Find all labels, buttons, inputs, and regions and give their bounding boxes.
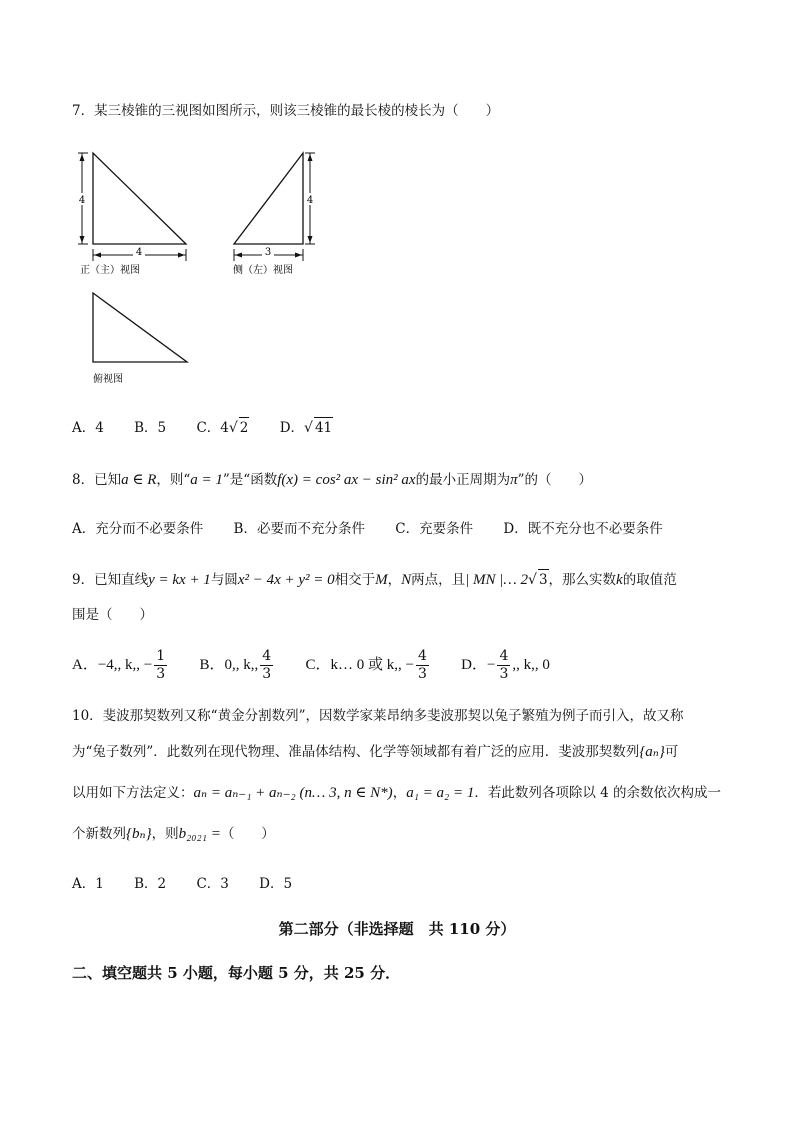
- q8-option-c[interactable]: C．充要条件: [395, 521, 474, 537]
- section2-title: 二、填空题共 5 小题，每小题 5 分，共 25 分．: [72, 964, 401, 982]
- top-view-label: 俯视图: [93, 374, 123, 385]
- q10-option-c[interactable]: C．3: [196, 876, 229, 892]
- q8-option-d[interactable]: D．既不充分也不必要条件: [503, 521, 663, 537]
- q10-option-a[interactable]: A．1: [72, 876, 104, 892]
- q9-option-a[interactable]: A．−4,, k,, − $\frac{1}{3}$: [72, 648, 166, 682]
- q9-option-b[interactable]: B．0,, k,, $\frac{4}{3}$: [199, 648, 272, 682]
- side-height-dim: 4: [306, 195, 314, 206]
- q7-option-a[interactable]: A．4: [72, 420, 104, 436]
- q10-options: [72, 874, 318, 894]
- q10-option-d[interactable]: D．5: [259, 876, 293, 892]
- q7-options: [72, 417, 359, 438]
- q8-options: [72, 519, 689, 539]
- q7-three-views-figure: [76, 145, 336, 395]
- q10-line4: 个新数列{bₙ}，则b₂₀₂₁ =（ ）: [72, 826, 275, 842]
- side-width-dim: 3: [264, 247, 272, 258]
- q7-option-c[interactable]: C．4√ 2: [196, 417, 249, 438]
- q7-stem: 7．某三棱锥的三视图如图所示，则该三棱锥的最长棱的棱长为（ ）: [72, 103, 500, 119]
- q8-option-b[interactable]: B．必要而不充分条件: [233, 521, 365, 537]
- front-view-label: 正（主）视图: [80, 265, 140, 276]
- q10-option-b[interactable]: B．2: [134, 876, 167, 892]
- q9-options: [72, 648, 576, 683]
- q8-stem: 8．已知a ∈ R，则“a = 1”是“函数f(x) = cos² ax − sin² ax的最小正周期为π”的（ ）: [72, 472, 593, 488]
- front-height-dim: 4: [78, 195, 86, 206]
- q10-line3: 以用如下方法定义：aₙ = aₙ₋₁ + aₙ₋₂ (n… 3, n ∈ N*)，a₁ = a₂ = 1．若此数列各项除以 4 的余数依次构成一: [72, 785, 722, 801]
- q9-option-c[interactable]: C．k… 0 或 k,, − $\frac{4}{3}$: [305, 648, 427, 682]
- part2-heading: 第二部分（非选择题 共 110 分）: [278, 920, 516, 938]
- q10-line1: 10．斐波那契数列又称“黄金分割数列”，因数学家莱昂纳多斐波那契以兔子繁殖为例子而引入，故又称: [72, 708, 684, 724]
- side-view: [233, 153, 315, 276]
- q9-option-d[interactable]: D．− $\frac{4}{3}$ ,, k,, 0: [461, 648, 550, 682]
- q9-stem-line2: 围是（ ）: [72, 607, 153, 623]
- q7-option-d[interactable]: D．√ 41: [280, 417, 333, 438]
- side-view-label: 侧（左）视图: [233, 265, 293, 276]
- q9-stem-line1: 9．已知直线y = kx + 1与圆x² − 4x + y² = 0相交于M，N两点，且| MN |… 2√ 3，那么实数k的取值范: [72, 569, 677, 590]
- q8-option-a[interactable]: A．充分而不必要条件: [72, 521, 204, 537]
- q10-line2: 为“兔子数列”．此数列在现代物理、准晶体结构、化学等领域都有着广泛的应用．斐波那契数列{aₙ}可: [72, 744, 679, 760]
- front-view: [77, 153, 186, 276]
- front-width-dim: 4: [135, 247, 143, 258]
- q7-option-b[interactable]: B．5: [134, 420, 167, 436]
- top-view: [93, 293, 187, 385]
